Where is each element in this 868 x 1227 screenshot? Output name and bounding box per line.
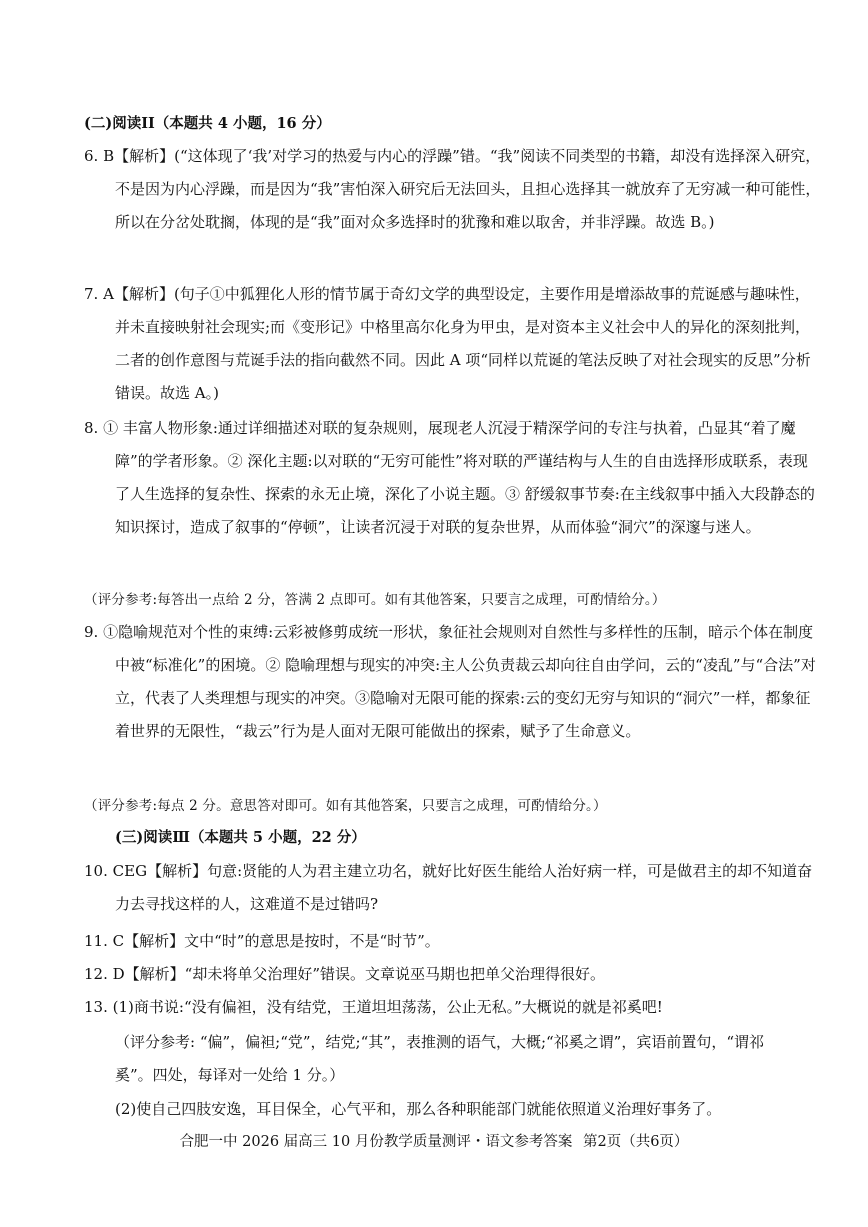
- explanation-text: 【解析】文中“时”的意思是按时，不是“时节”。: [124, 932, 440, 950]
- question-number: 8.: [84, 419, 99, 437]
- answer-text: ①隐喻规范对个性的束缚:云彩被修剪成统一形状，象征社会规则对自然性与多样性的压制，暗示个体在制度中被“标准化”的困境。② 隐喻理想与现实的冲突:主人公负责裁云却向往自由学问，云的“凌乱”与“合法”对立，代表了人类理想与现实的冲突。③隐喻对无限可能的探索:云的变幻无穷与知识的“洞穴”一样，都象征着世界的无限性，“裁云”行为是人面对无限可能做出的探索，赋予了生命意义。: [103, 623, 816, 740]
- section-heading-reading-2: (二)阅读II（本题共 4 小题，16 分）: [84, 115, 331, 132]
- question-10-answer: [84, 855, 821, 921]
- question-number: 9.: [84, 623, 99, 641]
- scoring-note-q13: （评分参考: “偏”，偏袒;“党”，结党;“其”，表推测的语气，大概;“祁奚之谓”，宾语前置句，“谓祁奚”。四处，每译对一处给 1 分。）: [115, 1033, 765, 1084]
- question-13-answer: [84, 991, 821, 1024]
- answer-choice: C: [112, 932, 125, 950]
- answer-text: ① 丰富人物形象:通过详细描述对联的复杂规则，展现老人沉浸于精深学问的专注与执着，凸显其“着了魔障”的学者形象。② 深化主题:以对联的“无穷可能性”将对联的严谨结构与人生的自由选择形成联系，表现了人生选择的复杂性、探索的永无止境，深化了小说主题。③ 舒缓叙事节奏:在主线叙事中插入大段静态的知识探讨，造成了叙事的“停顿”，让读者沉浸于对联的复杂世界，从而体验“洞穴”的深邃与迷人。: [103, 419, 815, 536]
- question-11-answer: [84, 925, 821, 958]
- question-9-answer: [84, 616, 821, 748]
- question-12-answer: [84, 958, 821, 991]
- question-7-answer: [84, 278, 821, 410]
- scoring-note-q9: （评分参考:每点 2 分。意思答对即可。如有其他答案，只要言之成理，可酌情给分。）: [84, 798, 607, 814]
- question-number: 10.: [84, 862, 108, 880]
- explanation-text: 【解析】“却未将单父治理好”错误。文章说巫马期也把单父治理得很好。: [124, 965, 606, 983]
- question-number: 6.: [84, 147, 99, 165]
- question-number: 12.: [84, 965, 108, 983]
- question-number: 7.: [84, 285, 99, 303]
- question-8-answer: [84, 412, 821, 544]
- answer-choice: D: [112, 965, 125, 983]
- page-footer: [0, 1130, 868, 1151]
- footer-title: 合肥一中 2026 届高三 10 月份教学质量测评・语文参考答案: [179, 1134, 573, 1150]
- answer-choice: A: [103, 285, 114, 303]
- translation-part-2: (2)使自己四肢安逸，耳目保全，心气平和，那么各种职能部门就能依照道义治理好事务了。: [115, 1100, 722, 1118]
- question-number: 13.: [84, 998, 108, 1016]
- question-number: 11.: [84, 932, 108, 950]
- explanation-text: 【解析】句意:贤能的人为君主建立功名，就好比好医生能给人治好病一样，可是做君主的却不知道奋力去寻找这样的人，这难道不是过错吗?: [115, 862, 813, 913]
- page-number: 第2页（共6页）: [582, 1134, 689, 1150]
- section-heading-reading-3: (三)阅读Ⅲ（本题共 5 小题，22 分）: [115, 829, 366, 846]
- answer-choice: B: [103, 147, 115, 165]
- scoring-note-q8: （评分参考:每答出一点给 2 分，答满 2 点即可。如有其他答案，只要言之成理，可酌情给分。）: [84, 592, 666, 608]
- translation-part-1: (1)商书说:“没有偏袒，没有结党，王道坦坦荡荡，公止无私。”大概说的就是祁奚吧!: [112, 998, 663, 1016]
- explanation-text: 【解析】(句子①中狐狸化人形的情节属于奇幻文学的典型设定，主要作用是增添故事的荒诞感与趣味性，并未直接映射社会现实;而《变形记》中格里高尔化身为甲虫，是对资本主义社会中人的异化的深刻批判，二者的创作意图与荒诞手法的指向截然不同。因此 A 项“同样以荒诞的笔法反映了对社会现实的反思”分析错误。故选 A。): [113, 285, 811, 402]
- answer-choice: CEG: [112, 862, 148, 880]
- question-6-answer: [84, 140, 821, 239]
- explanation-text: 【解析】(“这体现了‘我’对学习的热爱与内心的浮躁”错。“我”阅读不同类型的书籍，却没有选择深入研究，不是因为内心浮躁，而是因为“我”害怕深入研究后无法回头，且担心选择其一就放弃了无穷减一种可能性，所以在分岔处耽搁，体现的是“我”面对众多选择时的犹豫和难以取舍，并非浮躁。故选 B。): [114, 147, 821, 231]
